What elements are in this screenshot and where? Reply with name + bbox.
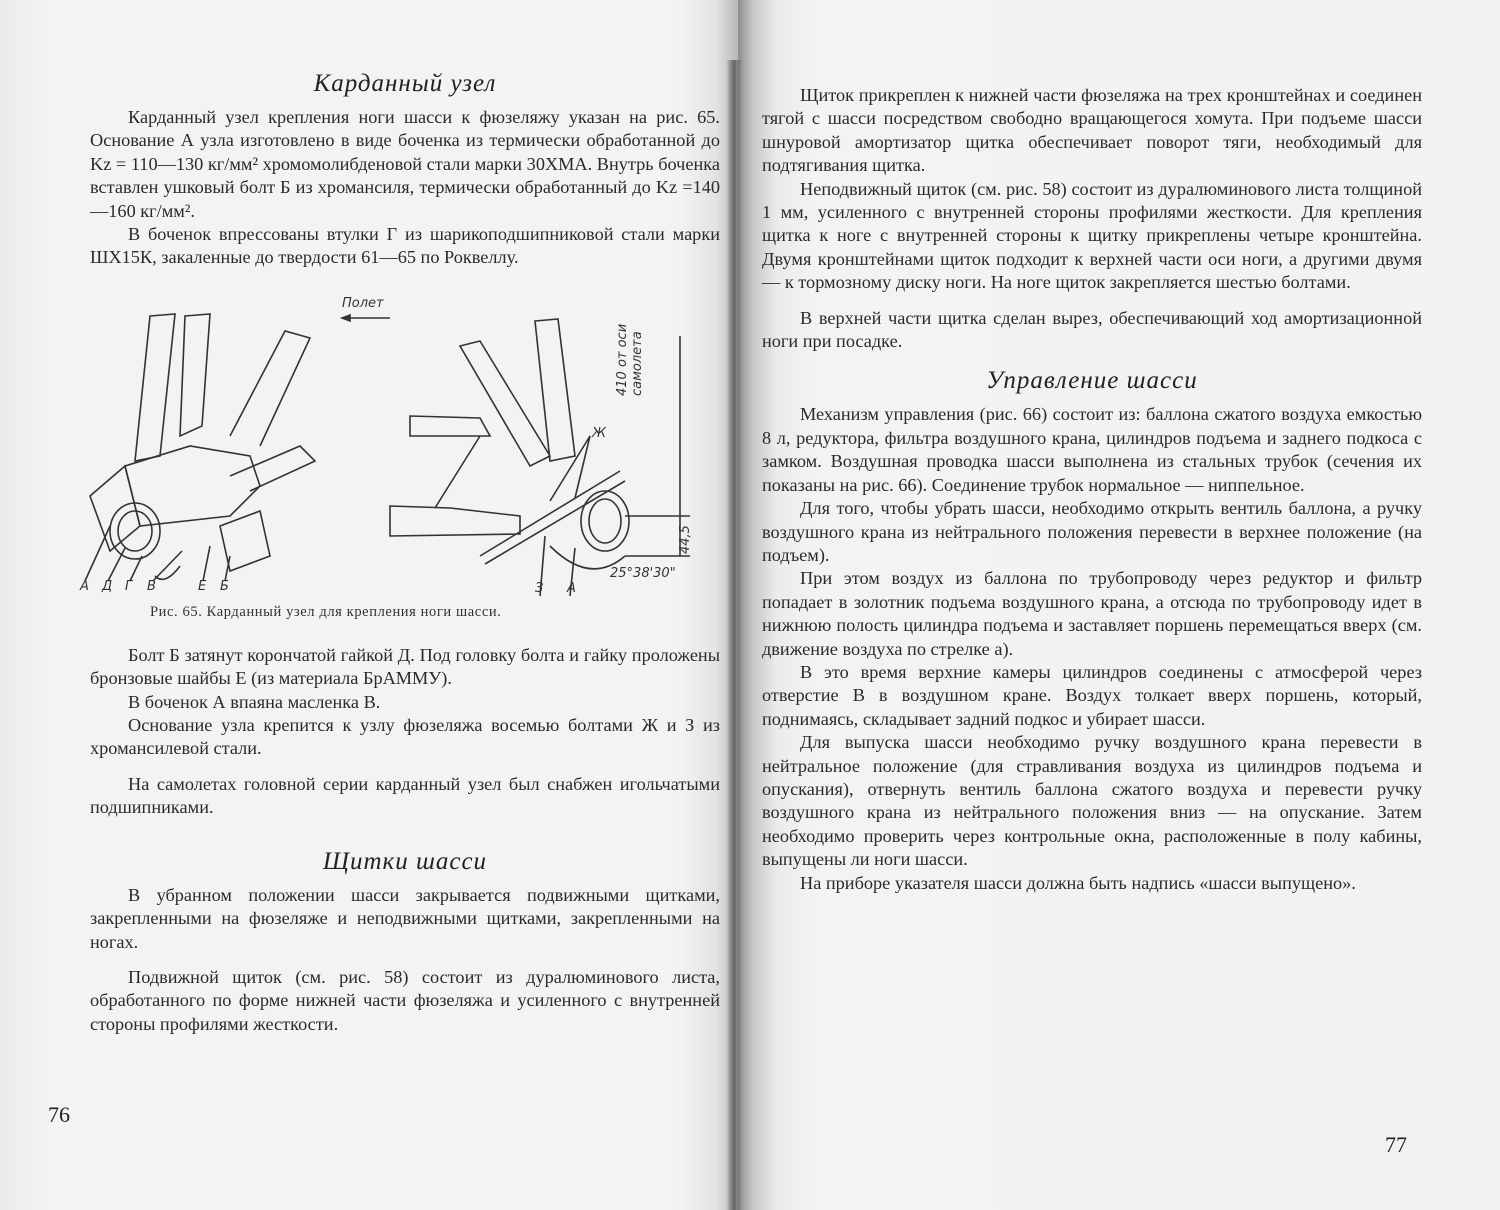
part-label-g: Г — [125, 578, 133, 594]
book-spine-shadow — [726, 60, 742, 1210]
paragraph: На приборе указателя шасси должна быть надпись «шасси выпущено». — [800, 872, 1356, 893]
part-label-d: Д — [102, 578, 113, 594]
paragraph: Для выпуска шасси необходимо ручку воздушного крана перевести в нейтральное положение (для стравливания воздуха из цилиндров подъема и опускания), отвернуть вентиль баллона сжатого воздуха и перевести ручку воздушного крана из нейтрального положения вниз — на опускание. Затем необходимо проверить через контрольные окна, расположенные в полу кабины, выпущены ли ноги шасси. — [762, 732, 1422, 870]
section-title-gear-doors: Щитки шасси — [322, 847, 488, 875]
eye-bolt — [220, 511, 270, 571]
paragraph: Болт Б затянут корончатой гайкой Д. Под головку болта и гайку проложены бронзовые шайбы Е (из материала БрАММУ). — [90, 644, 720, 689]
paragraph: В боченок А впаяна масленка В. — [128, 691, 381, 712]
plate — [90, 466, 140, 551]
dimension-value: 44,5 — [678, 524, 693, 554]
part-label-v: В — [147, 578, 156, 594]
paragraph: Щиток прикреплен к нижней части фюзеляжа на трех кронштейнах и соединен тягой с шасси посредством свободно вращающегося хомута. При подъеме шасси шнуровой амортизатор щитка обеспечивает поворот тяги, необходимый для подтягивания щитка. — [762, 85, 1422, 176]
paragraph: Подвижной щиток (см. рис. 58) состоит из дуралюминового листа, обработанного по форме нижней части фюзеляжа и усиленного с внутренней стороны профилями жесткости. — [90, 966, 720, 1034]
tube — [180, 314, 210, 436]
right-page-text — [762, 84, 1422, 895]
tube — [135, 314, 175, 461]
figure-65 — [80, 286, 720, 626]
paragraph: В убранном положении шасси закрывается подвижными щитками, закрепленными на фюзеляже и неподвижными щитками, закрепленными на ногах. — [90, 884, 720, 952]
part-label-a-right: А — [567, 580, 576, 596]
paragraph: Неподвижный щиток (см. рис. 58) состоит из дуралюминового листа толщиной 1 мм, усиленного с внутренней стороны профилями жесткости. Для крепления щитка к ноге с внутренней стороны к щитку прикреплены четыре кронштейна. Двумя кронштейнами щиток подходит к верхней части оси ноги, а другими двумя — к тормозному диску ноги. На ноге щиток закрепляется шестью болтами. — [762, 178, 1422, 293]
page-number-right: 77 — [1385, 1132, 1407, 1157]
lug — [155, 566, 180, 579]
paragraph: В боченок впрессованы втулки Г из шарикоподшипниковой стали марки ШХ15К, закаленные до твердости 61—65 по Роквеллу. — [90, 224, 720, 268]
section-title-gear-control: Управление шасси — [986, 367, 1198, 395]
page-number-left: 76 — [48, 1102, 70, 1127]
flight-direction-label: Полет — [342, 295, 384, 311]
part-label-b: Б — [220, 578, 229, 594]
tube — [230, 331, 310, 446]
paragraph: Основание узла крепится к узлу фюзеляжа восемью болтами Ж и З из хромансилевой стали. — [90, 715, 720, 759]
part-label-e: Е — [198, 578, 207, 594]
paragraph: Механизм управления (рис. 66) состоит из: баллона сжатого воздуха емкостью 8 л, редуктора, фильтра воздушного крана, цилиндров подъема и заднего подкоса с замком. Воздушная проводка шасси выполнена из стальных трубок (сечения их показаны на рис. 66). Соединение трубок нормальное — ниппельное. — [762, 404, 1422, 495]
section-title-cardan-joint: Карданный узел — [313, 70, 497, 97]
tube — [410, 416, 490, 436]
paragraph: На самолетах головной серии карданный узел был снабжен игольчатыми подшипниками. — [90, 773, 720, 818]
paragraph: В это время верхние камеры цилиндров соединены с атмосферой через отверстие В в воздушном кране. Воздух толкает вверх поршень, который, поднимаясь, складывает задний подкос и убирает шасси. — [762, 661, 1422, 729]
part-label-a: А — [80, 578, 89, 594]
paragraph: При этом воздух из баллона по трубопроводу через редуктор и фильтр попадает в золотник подъема воздушного крана, а отсюда по трубопроводу идет в нижнюю полость цилиндра подъема и заставляет поршень перемещаться вверх (см. движение воздуха по стрелке а). — [762, 568, 1422, 659]
figure-caption: Рис. 65. Карданный узел для крепления ноги шасси. — [150, 603, 502, 620]
part-label-z: З — [535, 580, 544, 596]
tube — [390, 506, 520, 536]
left-page-text — [80, 70, 720, 1036]
paragraph: В верхней части щитка сделан вырез, обеспечивающий ход амортизационной ноги при посадке. — [762, 307, 1422, 352]
dimension-axis-label: 410 от оси самолета — [615, 323, 645, 396]
paragraph: Карданный узел крепления ноги шасси к фюзеляжу указан на рис. 65. Основание А узла изготовлено в виде боченка из термически обработанной до Kz = 110—130 кг/мм² хромомолибденовой стали марки 30ХМА. Внутрь боченка вставлен ушковый болт Б из хромансиля, термически обработанный до Kz =140—160 кг/мм². — [90, 107, 720, 221]
paragraph: Для того, чтобы убрать шасси, необходимо открыть вентиль баллона, а ручку воздушного крана из нейтрального положения перевести в верхнее положение (на подъем). — [762, 498, 1422, 565]
part-label-zh: Ж — [592, 425, 607, 441]
tube — [230, 446, 315, 491]
angle-label: 25°38'30" — [610, 565, 676, 581]
